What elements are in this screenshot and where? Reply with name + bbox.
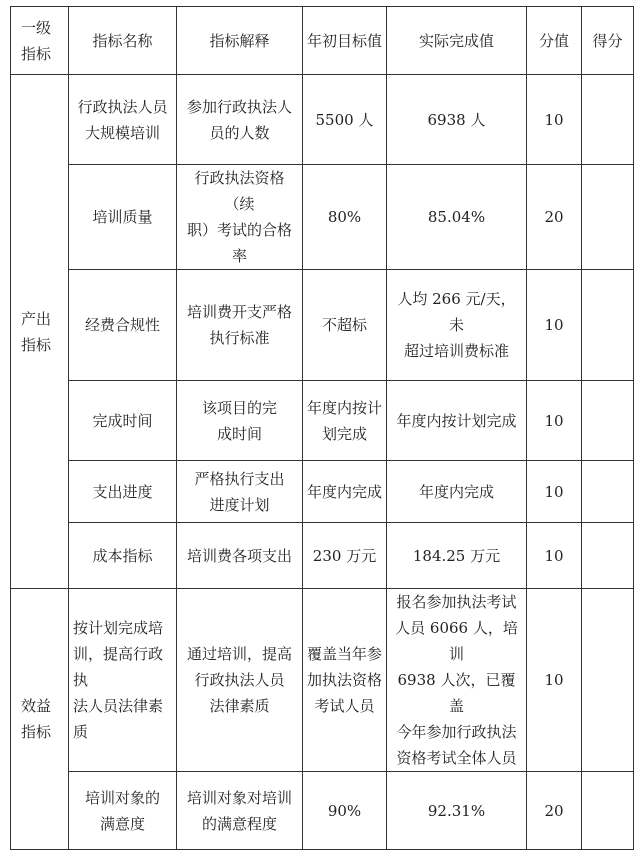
score-cell [582, 461, 634, 523]
actual-value-cell: 年度内按计划完成 [387, 381, 527, 461]
score-cell [582, 165, 634, 270]
indicator-name-cell: 培训质量 [69, 165, 177, 270]
indicator-name-cell: 培训对象的 满意度 [69, 772, 177, 850]
score-cell [582, 270, 634, 381]
target-value-cell: 230 万元 [303, 523, 387, 589]
table-row [11, 461, 634, 523]
target-value-cell: 80% [303, 165, 387, 270]
category-cell: 效益 指标 [11, 589, 69, 850]
indicator-name-cell: 支出进度 [69, 461, 177, 523]
target-value-cell: 90% [303, 772, 387, 850]
table-row [11, 165, 634, 270]
score-value-cell: 10 [527, 589, 582, 772]
actual-value-cell: 85.04% [387, 165, 527, 270]
actual-value-cell: 报名参加执法考试 人员 6066 人，培训 6938 人次，已覆盖 今年参加行政执法 资格考试全体人员 [387, 589, 527, 772]
score-cell [582, 523, 634, 589]
indicator-name-cell: 完成时间 [69, 381, 177, 461]
indicator-description-cell: 行政执法资格（续 职）考试的合格率 [177, 165, 303, 270]
score-cell [582, 772, 634, 850]
indicator-name-cell: 按计划完成培 训，提高行政执 法人员法律素 质 [69, 589, 177, 772]
target-value-cell: 年度内完成 [303, 461, 387, 523]
indicator-description-cell: 通过培训，提高 行政执法人员 法律素质 [177, 589, 303, 772]
target-value-cell: 5500 人 [303, 75, 387, 165]
actual-value-cell: 184.25 万元 [387, 523, 527, 589]
indicator-description-cell: 该项目的完 成时间 [177, 381, 303, 461]
target-value-cell: 覆盖当年参 加执法资格 考试人员 [303, 589, 387, 772]
table-row [11, 270, 634, 381]
header-target-value: 年初目标值 [303, 7, 387, 75]
score-value-cell: 10 [527, 523, 582, 589]
category-cell: 产出 指标 [11, 75, 69, 589]
score-cell [582, 75, 634, 165]
indicator-description-cell: 培训费各项支出 [177, 523, 303, 589]
table-row [11, 589, 634, 772]
header-row [11, 7, 634, 75]
header-indicator-description: 指标解释 [177, 7, 303, 75]
score-value-cell: 10 [527, 461, 582, 523]
target-value-cell: 不超标 [303, 270, 387, 381]
performance-table [10, 6, 634, 850]
score-value-cell: 20 [527, 772, 582, 850]
indicator-name-cell: 经费合规性 [69, 270, 177, 381]
target-value-cell: 年度内按计 划完成 [303, 381, 387, 461]
score-value-cell: 10 [527, 75, 582, 165]
indicator-description-cell: 参加行政执法人 员的人数 [177, 75, 303, 165]
header-category: 一级 指标 [11, 7, 69, 75]
header-indicator-name: 指标名称 [69, 7, 177, 75]
actual-value-cell: 人均 266 元/天，未 超过培训费标准 [387, 270, 527, 381]
indicator-name-cell: 成本指标 [69, 523, 177, 589]
score-value-cell: 10 [527, 270, 582, 381]
indicator-description-cell: 严格执行支出 进度计划 [177, 461, 303, 523]
score-cell [582, 589, 634, 772]
header-score-value: 分值 [527, 7, 582, 75]
score-value-cell: 10 [527, 381, 582, 461]
actual-value-cell: 6938 人 [387, 75, 527, 165]
score-cell [582, 381, 634, 461]
indicator-description-cell: 培训费开支严格 执行标准 [177, 270, 303, 381]
table-row [11, 75, 634, 165]
table-row [11, 523, 634, 589]
header-actual-value: 实际完成值 [387, 7, 527, 75]
actual-value-cell: 92.31% [387, 772, 527, 850]
score-value-cell: 20 [527, 165, 582, 270]
table-body [11, 75, 634, 850]
actual-value-cell: 年度内完成 [387, 461, 527, 523]
table-row [11, 381, 634, 461]
header-score: 得分 [582, 7, 634, 75]
indicator-name-cell: 行政执法人员 大规模培训 [69, 75, 177, 165]
indicator-description-cell: 培训对象对培训 的满意程度 [177, 772, 303, 850]
table-row [11, 772, 634, 850]
